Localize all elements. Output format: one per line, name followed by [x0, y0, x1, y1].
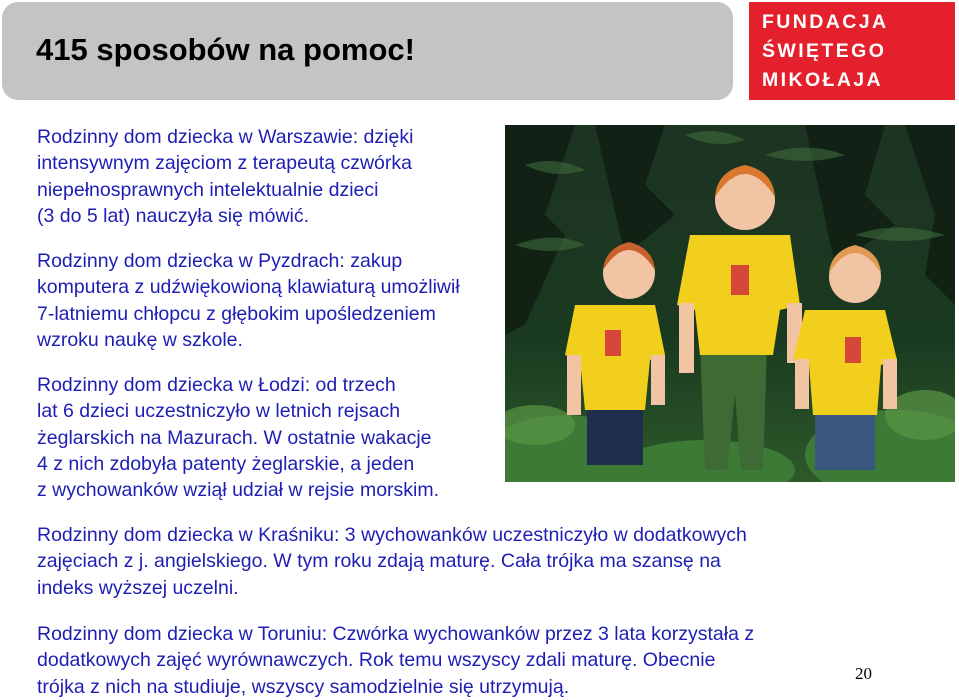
paragraph-line: 7-latniemu chłopcu z głębokim upośledzeniem [37, 302, 436, 325]
paragraph-line: dodatkowych zajęć wyrównawczych. Rok temu wszyscy zdali maturę. Obecnie [37, 649, 716, 672]
children-photo [505, 125, 955, 482]
paragraph-line: 4 z nich zdobyła patenty żeglarskie, a jeden [37, 452, 415, 475]
paragraph-line: lat 6 dzieci uczestniczyło w letnich rejsach [37, 400, 401, 423]
paragraph-pyzdry [37, 248, 460, 353]
paragraph-line: komputera z udźwiękowioną klawiaturą umożliwił [37, 276, 460, 299]
page-title: 415 sposobów na pomoc! [36, 32, 415, 67]
paragraph-line: wzroku naukę w szkole. [37, 328, 243, 351]
children-photo-illustration [505, 125, 955, 482]
paragraph-line: z wychowanków wziął udział w rejsie morskim. [37, 479, 440, 502]
paragraph-line: zajęciach z j. angielskiego. W tym roku zdają maturę. Cała trójka ma szansę na [37, 550, 721, 573]
paragraph-line: (3 do 5 lat) nauczyła się mówić. [37, 204, 310, 227]
paragraph-lodz [37, 372, 439, 503]
page-number: 20 [855, 664, 872, 683]
paragraph-line: trójka z nich na studiuje, wszyscy samodzielnie się utrzymują. [37, 675, 570, 698]
foundation-logo [749, 2, 955, 100]
paragraph-line: Rodzinny dom dziecka w Kraśniku: 3 wychowanków uczestniczyło w dodatkowych [37, 524, 747, 546]
paragraph-line: żeglarskich na Mazurach. W ostatnie wakacje [37, 426, 432, 449]
logo-line-3: MIKOŁAJA [762, 69, 884, 91]
paragraph-line: Rodzinny dom dziecka w Łodzi: od trzech [37, 374, 396, 396]
paragraph-line: intensywnym zajęciom z terapeutą czwórka [37, 152, 412, 175]
paragraph-line: niepełnosprawnych intelektualnie dzieci [37, 178, 379, 201]
paragraph-warszawa [37, 124, 413, 229]
paragraph-krasnik [37, 522, 747, 601]
paragraph-torun [37, 621, 754, 700]
logo-line-1: FUNDACJA [762, 11, 889, 33]
title-bar [2, 2, 733, 100]
paragraph-line: Rodzinny dom dziecka w Pyzdrach: zakup [37, 250, 403, 272]
paragraph-line: Rodzinny dom dziecka w Toruniu: Czwórka wychowanków przez 3 lata korzystała z [37, 623, 755, 645]
logo-line-2: ŚWIĘTEGO [762, 40, 887, 62]
paragraph-line: Rodzinny dom dziecka w Warszawie: dzięki [37, 126, 414, 148]
paragraph-line: indeks wyższej uczelni. [37, 576, 239, 599]
